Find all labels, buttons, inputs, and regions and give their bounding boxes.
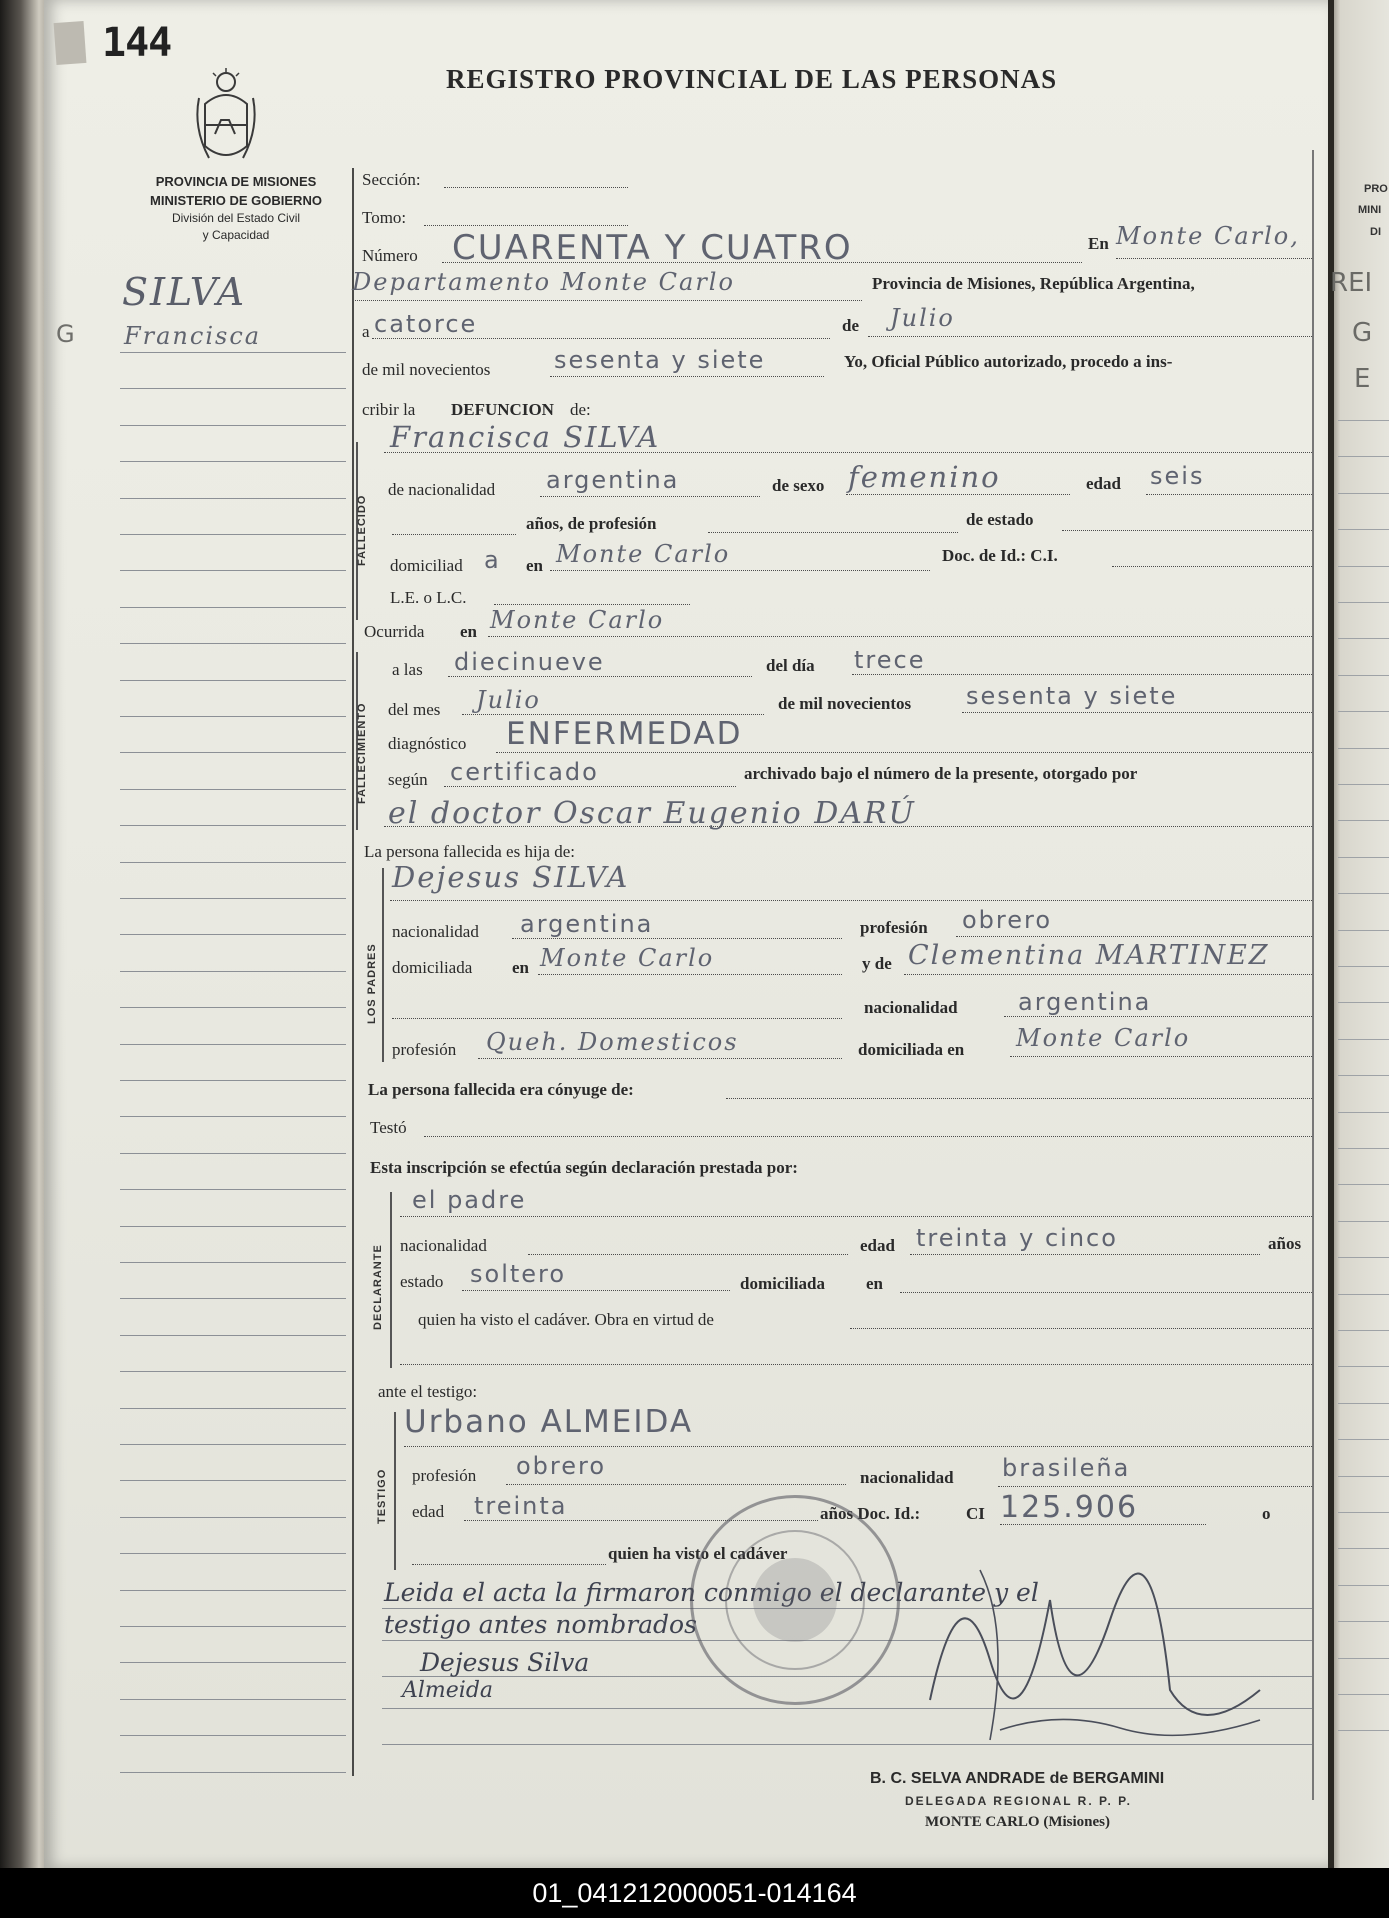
next-page-handwriting: REI bbox=[1330, 268, 1373, 298]
next-page-rule bbox=[1338, 820, 1389, 821]
anios-profesion-label: años, de profesión bbox=[526, 514, 657, 533]
seccion-label: Sección: bbox=[362, 170, 421, 189]
departamento-field bbox=[352, 300, 862, 301]
dia-label: del día bbox=[766, 656, 815, 675]
declarante-edad-label: edad bbox=[860, 1236, 895, 1255]
margin-rule bbox=[120, 1590, 346, 1591]
fallecido-name-field bbox=[384, 452, 1312, 453]
margin-rule bbox=[120, 643, 346, 644]
margin-rule bbox=[120, 570, 346, 571]
signature-declarante: Dejesus Silva bbox=[420, 1648, 590, 1677]
segun-value: certificado bbox=[450, 758, 599, 786]
ocurrida-label: Ocurrida bbox=[364, 622, 425, 641]
testigo-edad-label: edad bbox=[412, 1502, 445, 1521]
next-page-handwriting: G bbox=[1352, 318, 1373, 348]
margin-surname: SILVA bbox=[122, 270, 247, 314]
declarante-bracket bbox=[390, 1192, 392, 1368]
declarante-extra-field bbox=[400, 1364, 1312, 1365]
margin-given-name: Francisca bbox=[124, 322, 262, 350]
y-de-label: y de bbox=[862, 954, 892, 973]
padre-nacionalidad-field bbox=[512, 938, 842, 939]
padre-name-field bbox=[390, 900, 1312, 901]
dia-value: trece bbox=[854, 646, 926, 674]
document-title: REGISTRO PROVINCIAL DE LAS PERSONAS bbox=[446, 64, 1058, 94]
mes-value: Julio bbox=[476, 686, 541, 714]
margin-rule bbox=[120, 1226, 346, 1227]
next-page-rule bbox=[1338, 493, 1389, 494]
doc-field bbox=[1112, 566, 1312, 567]
margin-rule bbox=[120, 1662, 346, 1663]
next-page-rule bbox=[1338, 1730, 1389, 1731]
testigo-extra-field bbox=[412, 1564, 606, 1565]
next-page-rule bbox=[1338, 1330, 1389, 1331]
padre-domicilio-field bbox=[538, 974, 842, 975]
tomo-field bbox=[424, 225, 628, 226]
domicilio-suffix: a bbox=[484, 546, 501, 574]
official-seal-stamp bbox=[690, 1495, 900, 1705]
margin-rule bbox=[120, 352, 346, 353]
hora-value: diecinueve bbox=[454, 648, 605, 676]
margin-rule bbox=[120, 862, 346, 863]
margin-rule bbox=[120, 716, 346, 717]
issuer-block bbox=[116, 172, 356, 244]
margin-rule bbox=[120, 1772, 346, 1773]
next-page-rule bbox=[1338, 1221, 1389, 1222]
domicilio-value: Monte Carlo bbox=[556, 540, 731, 568]
margin-rule bbox=[120, 1735, 346, 1736]
margin-rule bbox=[120, 461, 346, 462]
declarante-estado-field bbox=[462, 1290, 730, 1291]
next-page-rule bbox=[1338, 1512, 1389, 1513]
next-page-rule bbox=[1338, 1366, 1389, 1367]
next-page-rule bbox=[1338, 638, 1389, 639]
inscribir-label: cribir la bbox=[362, 400, 416, 419]
next-page-rule bbox=[1338, 1075, 1389, 1076]
declarante-domiciliada-en-label: en bbox=[866, 1274, 883, 1293]
signer-place: MONTE CARLO (Misiones) bbox=[925, 1814, 1110, 1830]
margin-rule bbox=[120, 1116, 346, 1117]
next-page-rule bbox=[1338, 566, 1389, 567]
margin-rule bbox=[120, 1553, 346, 1554]
next-page-rule bbox=[1338, 784, 1389, 785]
sexo-label: de sexo bbox=[772, 476, 825, 495]
form-right-rule bbox=[1312, 150, 1314, 1800]
next-page-rule bbox=[1338, 529, 1389, 530]
testigo-nacionalidad-label: nacionalidad bbox=[860, 1468, 954, 1487]
next-page-rule bbox=[1338, 1403, 1389, 1404]
en-value: Monte Carlo, bbox=[1116, 222, 1300, 250]
le-label: L.E. o L.C. bbox=[390, 588, 467, 607]
form-left-rule bbox=[352, 168, 354, 1776]
issuer-province: PROVINCIA DE MISIONES bbox=[155, 174, 317, 189]
madre-nacionalidad-value: argentina bbox=[1018, 988, 1152, 1016]
diagnostico-field bbox=[496, 752, 1312, 753]
next-page-rule bbox=[1338, 1112, 1389, 1113]
margin-rule bbox=[120, 498, 346, 499]
testo-field bbox=[424, 1136, 1312, 1137]
anio-field bbox=[962, 712, 1312, 713]
conyuge-field bbox=[726, 1098, 1312, 1099]
testigo-profesion-label: profesión bbox=[412, 1466, 477, 1485]
madre-profesion-value: Queh. Domesticos bbox=[486, 1028, 739, 1056]
next-page-rule bbox=[1338, 1148, 1389, 1149]
declarante-obra-field bbox=[850, 1328, 1312, 1329]
padres-intro: La persona fallecida es hija de: bbox=[364, 842, 575, 861]
anio-value: sesenta y siete bbox=[966, 682, 1178, 710]
margin-rule bbox=[120, 1371, 346, 1372]
segun-label: según bbox=[388, 770, 428, 789]
padre-profesion-label: profesión bbox=[860, 918, 928, 937]
day-value: catorce bbox=[374, 310, 478, 338]
declarante-estado-label: estado bbox=[400, 1272, 444, 1291]
defuncion-de-label: de: bbox=[570, 400, 591, 419]
next-page-rule bbox=[1338, 966, 1389, 967]
margin-rule bbox=[120, 388, 346, 389]
margin-rule bbox=[120, 934, 346, 935]
next-page-rule bbox=[1338, 675, 1389, 676]
archivado-label: archivado bajo el número de la presente, otorgado por bbox=[744, 764, 1138, 783]
next-page-rule bbox=[1338, 1476, 1389, 1477]
margin-rule bbox=[120, 1626, 346, 1627]
testigo-doc-value: 125.906 bbox=[1000, 1490, 1139, 1525]
margin-rule bbox=[120, 1080, 346, 1081]
closing-text-2: testigo antes nombrados bbox=[384, 1610, 697, 1639]
testigo-nacionalidad-field bbox=[998, 1486, 1312, 1487]
testigo-edad-value: treinta bbox=[474, 1492, 568, 1520]
month-value: Julio bbox=[890, 304, 955, 332]
estado-label: de estado bbox=[966, 510, 1034, 529]
provincia-label: Provincia de Misiones, República Argentina, bbox=[872, 274, 1195, 293]
segun-field bbox=[444, 786, 736, 787]
madre-name: Clementina MARTINEZ bbox=[908, 940, 1270, 971]
doc-label: Doc. de Id.: C.I. bbox=[942, 546, 1058, 565]
de-label: de bbox=[842, 316, 859, 335]
en-label: En bbox=[1088, 234, 1109, 253]
dia-field bbox=[852, 674, 1312, 675]
padre-domiciliada-label: domiciliada bbox=[392, 958, 473, 977]
numero-value: CUARENTA Y CUATRO bbox=[452, 228, 853, 268]
ocurrida-en-label: en bbox=[460, 622, 477, 641]
edad-field bbox=[1146, 494, 1312, 495]
next-page-rule bbox=[1338, 1439, 1389, 1440]
fallecido-section-label: FALLECIDO bbox=[356, 494, 368, 566]
a-label: a bbox=[362, 322, 370, 341]
next-page-rule bbox=[1338, 857, 1389, 858]
testigo-bracket bbox=[394, 1412, 396, 1570]
padres-bracket bbox=[382, 868, 384, 1062]
testigo-doc-suffix: o bbox=[1262, 1504, 1271, 1523]
tape-mark bbox=[54, 21, 87, 65]
closing-text-1: Leida el acta la firmaron conmigo el declarante y el bbox=[384, 1578, 1039, 1607]
fallecido-name: Francisca SILVA bbox=[390, 420, 661, 454]
testigo-profesion-value: obrero bbox=[516, 1452, 607, 1480]
coat-of-arms-icon bbox=[193, 68, 259, 168]
testigo-name: Urbano ALMEIDA bbox=[404, 1404, 694, 1440]
tomo-label: Tomo: bbox=[362, 208, 407, 227]
declaracion-label: Esta inscripción se efectúa según declaración prestada por: bbox=[370, 1158, 798, 1177]
declarante-estado-value: soltero bbox=[470, 1260, 567, 1288]
issuer-capacity: y Capacidad bbox=[202, 228, 270, 242]
mes-field bbox=[462, 714, 764, 715]
nacionalidad-value: argentina bbox=[546, 466, 680, 494]
ocurrida-value: Monte Carlo bbox=[490, 606, 665, 634]
sexo-field bbox=[846, 494, 1070, 495]
testigo-doc-field bbox=[1000, 1524, 1206, 1525]
next-page-handwriting: E bbox=[1354, 364, 1371, 394]
issuer-ministry: MINISTERIO DE GOBIERNO bbox=[150, 193, 322, 208]
estado-field bbox=[1062, 530, 1312, 531]
folio-number: 144 bbox=[102, 20, 172, 66]
conyuge-label: La persona fallecida era cónyuge de: bbox=[368, 1080, 634, 1099]
declarante-field bbox=[400, 1216, 1312, 1217]
image-caption: 01_041212000051-014164 bbox=[532, 1878, 857, 1908]
edad-continued-field bbox=[392, 534, 516, 535]
fallecimiento-section-label: FALLECIMIENTO bbox=[356, 702, 368, 804]
madre-profesion-field bbox=[478, 1058, 842, 1059]
next-page-rule bbox=[1338, 602, 1389, 603]
nacionalidad-label: de nacionalidad bbox=[388, 480, 496, 499]
margin-rule bbox=[120, 1480, 346, 1481]
next-page-rule bbox=[1338, 930, 1389, 931]
declarante-anios-label: años bbox=[1268, 1234, 1302, 1253]
profesion-field bbox=[708, 532, 958, 533]
numero-label: Número bbox=[362, 246, 418, 265]
declarante-cadaver-label: quien ha visto el cadáver. Obra en virtud de bbox=[418, 1310, 714, 1329]
testigo-doc-label: años Doc. Id.: bbox=[820, 1504, 921, 1523]
madre-domiciliada-label: domiciliada en bbox=[858, 1040, 965, 1059]
signer-name: B. C. SELVA ANDRADE de BERGAMINI bbox=[870, 1770, 1165, 1787]
next-page-rule bbox=[1338, 1002, 1389, 1003]
next-page-text: DI bbox=[1370, 226, 1381, 238]
next-page-rule bbox=[1338, 1294, 1389, 1295]
mes-label: del mes bbox=[388, 700, 441, 719]
nacionalidad-field bbox=[540, 496, 760, 497]
day-field bbox=[372, 338, 830, 339]
diagnostico-label: diagnóstico bbox=[388, 734, 467, 753]
numero-field bbox=[442, 262, 1082, 263]
margin-rule bbox=[120, 789, 346, 790]
margin-rule bbox=[120, 898, 346, 899]
signature-testigo: Almeida bbox=[402, 1678, 494, 1703]
margin-rule bbox=[120, 534, 346, 535]
edad-value: seis bbox=[1150, 462, 1205, 490]
edad-label: edad bbox=[1086, 474, 1121, 493]
oficial-label: Yo, Oficial Público autorizado, procedo a ins- bbox=[844, 352, 1173, 371]
margin-rule bbox=[120, 1189, 346, 1190]
declarante-nacionalidad-field bbox=[528, 1254, 848, 1255]
next-page-rule bbox=[1338, 1694, 1389, 1695]
declarante-section-label: DECLARANTE bbox=[372, 1244, 384, 1330]
seccion-field bbox=[444, 187, 628, 188]
margin-rule bbox=[120, 1699, 346, 1700]
next-page-rule bbox=[1338, 1184, 1389, 1185]
margin-initial: G bbox=[56, 320, 77, 348]
next-page-text: MINI bbox=[1358, 204, 1382, 216]
next-page-rule bbox=[1338, 711, 1389, 712]
next-page-rule bbox=[1338, 1585, 1389, 1586]
margin-rule bbox=[120, 1007, 346, 1008]
doctor-field bbox=[384, 826, 1312, 827]
next-page-text: PRO bbox=[1364, 183, 1388, 195]
padre-profesion-value: obrero bbox=[962, 906, 1053, 934]
testigo-section-label: TESTIGO bbox=[376, 1468, 388, 1524]
madre-nacionalidad-field bbox=[1004, 1016, 1312, 1017]
margin-rule bbox=[120, 1517, 346, 1518]
declarante-edad-field bbox=[910, 1254, 1260, 1255]
testo-label: Testó bbox=[370, 1118, 407, 1137]
testigo-nacionalidad-value: brasileña bbox=[1002, 1454, 1131, 1482]
declarante-nacionalidad-label: nacionalidad bbox=[400, 1236, 487, 1255]
margin-rule bbox=[120, 1044, 346, 1045]
sexo-value: femenino bbox=[848, 460, 1001, 494]
madre-nacionalidad-label: nacionalidad bbox=[864, 998, 958, 1017]
testigo-intro: ante el testigo: bbox=[378, 1382, 478, 1401]
margin-rule bbox=[120, 1298, 346, 1299]
padres-section-label: LOS PADRES bbox=[366, 943, 378, 1024]
domicilio-en-label: en bbox=[526, 556, 543, 575]
year-label: de mil novecientos bbox=[362, 360, 491, 379]
month-field bbox=[868, 336, 1312, 337]
madre-name-field bbox=[904, 974, 1312, 975]
next-page-rule bbox=[1338, 1548, 1389, 1549]
margin-rule bbox=[120, 752, 346, 753]
declarante-domiciliada-label: domiciliada bbox=[740, 1274, 826, 1293]
next-page-rule bbox=[1338, 1621, 1389, 1622]
margin-rule bbox=[120, 607, 346, 608]
padre-profesion-field bbox=[956, 936, 1312, 937]
padre-name: Dejesus SILVA bbox=[392, 860, 630, 894]
next-page-rule bbox=[1338, 1658, 1389, 1659]
anio-label: de mil novecientos bbox=[778, 694, 912, 713]
alas-label: a las bbox=[392, 660, 423, 679]
next-page-edge bbox=[1328, 0, 1389, 1868]
next-page-rule bbox=[1338, 893, 1389, 894]
margin-rule bbox=[120, 1408, 346, 1409]
testigo-profesion-field bbox=[506, 1484, 846, 1485]
madre-name-continued-field bbox=[392, 1018, 842, 1019]
testigo-doc-type: CI bbox=[966, 1504, 985, 1523]
margin-rule bbox=[120, 971, 346, 972]
domicilio-field bbox=[550, 570, 930, 571]
padre-nacionalidad-label: nacionalidad bbox=[392, 922, 479, 941]
year-field bbox=[550, 376, 824, 377]
diagnostico-value: ENFERMEDAD bbox=[506, 716, 743, 752]
doctor-value: el doctor Oscar Eugenio DARÚ bbox=[388, 796, 916, 831]
padre-domiciliada-en-label: en bbox=[512, 958, 529, 977]
next-page-rule bbox=[1338, 420, 1389, 421]
next-page-rule bbox=[1338, 456, 1389, 457]
padre-domicilio-value: Monte Carlo bbox=[540, 944, 715, 972]
testigo-name-field bbox=[404, 1446, 1312, 1447]
margin-rule bbox=[120, 680, 346, 681]
year-value: sesenta y siete bbox=[554, 346, 766, 374]
defuncion-label: DEFUNCION bbox=[451, 400, 554, 419]
departamento-value: Departamento Monte Carlo bbox=[352, 268, 735, 296]
margin-rule bbox=[120, 1335, 346, 1336]
signer-role: DELEGADA REGIONAL R. P. P. bbox=[905, 1794, 1132, 1808]
declarante-edad-value: treinta y cinco bbox=[916, 1224, 1118, 1252]
declarante-value: el padre bbox=[412, 1186, 527, 1214]
domicilio-label: domiciliad bbox=[390, 556, 463, 575]
next-page-rule bbox=[1338, 1039, 1389, 1040]
testigo-cadaver-label: quien ha visto el cadáver bbox=[608, 1544, 788, 1563]
margin-rule bbox=[120, 1153, 346, 1154]
madre-domicilio-field bbox=[1010, 1056, 1312, 1057]
madre-profesion-label: profesión bbox=[392, 1040, 457, 1059]
en-field bbox=[1116, 258, 1312, 259]
margin-rule bbox=[120, 1262, 346, 1263]
next-page-rule bbox=[1338, 1257, 1389, 1258]
issuer-division: División del Estado Civil bbox=[171, 211, 301, 225]
padre-nacionalidad-value: argentina bbox=[520, 910, 654, 938]
margin-rule bbox=[120, 1444, 346, 1445]
next-page-rule bbox=[1338, 748, 1389, 749]
ocurrida-field bbox=[488, 636, 1312, 637]
official-signature-icon bbox=[920, 1540, 1280, 1760]
le-field bbox=[494, 604, 690, 605]
hora-field bbox=[448, 676, 752, 677]
declarante-domicilio-field bbox=[900, 1292, 1312, 1293]
margin-rule bbox=[120, 425, 346, 426]
margin-rule bbox=[120, 825, 346, 826]
madre-domicilio-value: Monte Carlo bbox=[1016, 1024, 1191, 1052]
